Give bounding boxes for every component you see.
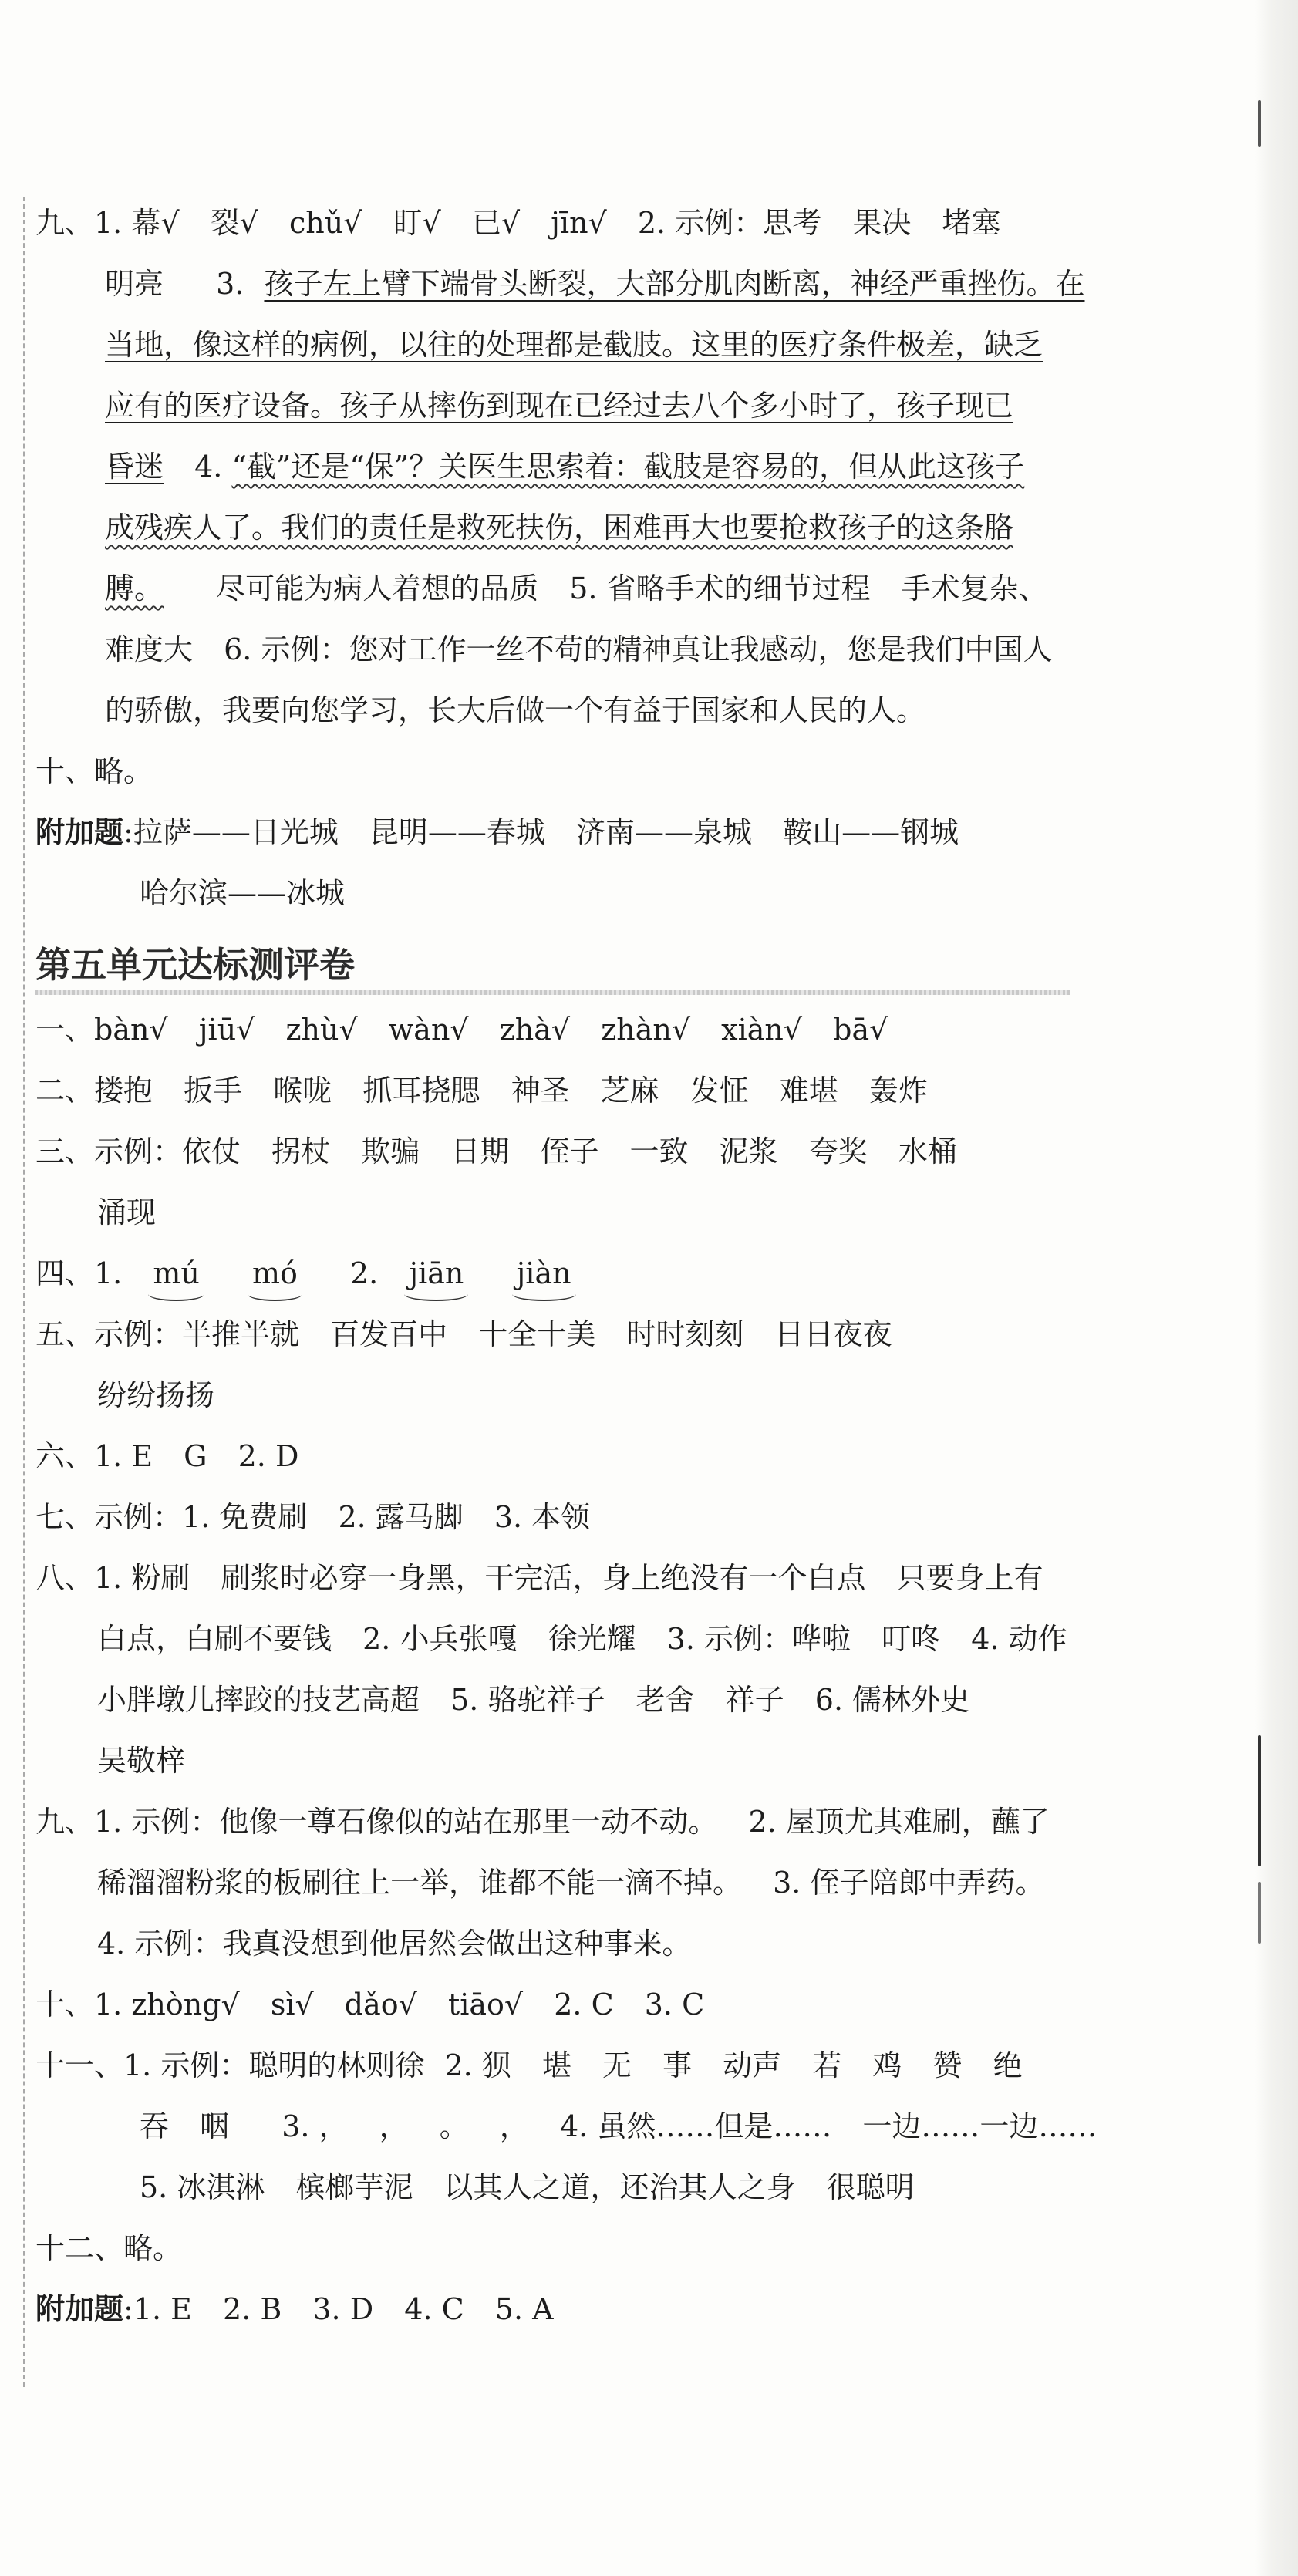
answer-item: 明亮 bbox=[105, 267, 164, 301]
answer-item: 十一、1. 示例：聪明的林则徐 bbox=[35, 2048, 425, 2082]
answer-item: sì√ bbox=[270, 1988, 314, 2021]
answer-item: 5. 骆驼祥子 bbox=[450, 1683, 605, 1717]
answer-line bbox=[35, 1609, 1239, 1670]
answer-item: 5. A bbox=[494, 2292, 554, 2326]
answer-item: 3. 本领 bbox=[494, 1500, 591, 1534]
answer-item: 2. bbox=[349, 1256, 379, 1290]
answer-item: 一致 bbox=[629, 1135, 689, 1168]
wavy-underlined-answer: 膊。 bbox=[105, 572, 164, 605]
scan-mark bbox=[1258, 1735, 1261, 1866]
wavy-underlined-answer: 成残疾人了。我们的责任是救死扶伤，困难再大也要抢救孩子的这条胳 bbox=[105, 511, 1014, 545]
answer-item: 十全十美 bbox=[478, 1317, 596, 1351]
section-title bbox=[35, 930, 1070, 1000]
answer-item: 济南——泉城 bbox=[576, 815, 753, 849]
answer-item: 扳手 bbox=[184, 1074, 243, 1108]
answer-item: 八、1. 粉刷 bbox=[35, 1561, 190, 1595]
answer-item: 欺骗 bbox=[361, 1135, 420, 1168]
answer-item: 侄子 bbox=[540, 1135, 599, 1168]
answer-item: dǎo√ bbox=[344, 1988, 417, 2021]
answer-item: chǔ√ bbox=[288, 206, 362, 240]
answer-item: 九、1. 幕√ bbox=[35, 206, 180, 240]
answer-item: 动声 bbox=[723, 2048, 782, 2082]
answer-item: 裂√ bbox=[210, 206, 258, 240]
answer-line bbox=[35, 2218, 1239, 2279]
answer-item: :1. E bbox=[123, 2292, 192, 2326]
answer-item: 喉咙 bbox=[273, 1074, 332, 1108]
answer-item: 2. B bbox=[223, 2292, 282, 2326]
answer-item: 四、1. bbox=[35, 1256, 123, 1290]
answer-line bbox=[35, 1060, 1239, 1121]
answer-item: 6. 儒林外史 bbox=[814, 1683, 970, 1717]
answer-item: 难堪 bbox=[779, 1074, 838, 1108]
answer-item: 2. C bbox=[554, 1988, 614, 2021]
answer-item: 叮咚 bbox=[882, 1622, 941, 1656]
answer-item: 3. C bbox=[644, 1988, 705, 2021]
answer-item: 事 bbox=[662, 2048, 693, 2082]
answer-item: 刷浆时必穿一身黑，干完活，身上绝没有一个白点 bbox=[221, 1561, 866, 1595]
answer-item: G bbox=[184, 1439, 207, 1473]
extra-question-line bbox=[35, 863, 1239, 924]
answer-item: 六、1. E bbox=[35, 1439, 153, 1473]
answer-item: 时时刻刻 bbox=[626, 1317, 744, 1351]
answer-line bbox=[35, 1792, 1239, 1853]
answer-item: 鸡 bbox=[872, 2048, 902, 2082]
pinyin-answer: jiān bbox=[409, 1243, 464, 1304]
answer-item: 水桶 bbox=[898, 1135, 957, 1168]
answer-key-page bbox=[35, 193, 1239, 2340]
answer-item: jiū√ bbox=[198, 1013, 255, 1047]
answer-item: 昆明——春城 bbox=[369, 815, 545, 849]
answer-item: 无 bbox=[602, 2048, 632, 2082]
underlined-answer: 孩子左上臂下端骨头断裂，大部分肌肉断离，神经严重挫伤。在 bbox=[264, 267, 1085, 301]
underlined-answer: 当地，像这样的病例，以往的处理都是截肢。这里的医疗条件极差，缺乏 bbox=[105, 328, 1043, 362]
answer-item: 轰炸 bbox=[868, 1074, 928, 1108]
answer-item: 哈尔滨——冰城 bbox=[140, 876, 346, 910]
answer-line bbox=[35, 1731, 1239, 1792]
scan-edge-shadow bbox=[1255, 0, 1298, 2576]
answer-item: 4. 虽然……但是…… bbox=[559, 2109, 832, 2143]
answer-item: 2. 屋顶尤其难刷，蘸了 bbox=[748, 1805, 1050, 1839]
answer-item: 白点，白刷不要钱 bbox=[97, 1622, 332, 1656]
extra-question-line bbox=[35, 2279, 1239, 2340]
section-title-text: 第五单元达标测评卷 bbox=[35, 944, 355, 986]
extra-question-label: 附加题 bbox=[35, 815, 124, 849]
answer-item: 若 bbox=[812, 2048, 842, 2082]
answer-item: 拐杖 bbox=[271, 1135, 331, 1168]
answer-item: 九、1. 示例：他像一尊石像似的站在那里一动不动。 bbox=[35, 1805, 718, 1839]
binding-margin-line bbox=[23, 197, 25, 2387]
answer-item: 日日夜夜 bbox=[774, 1317, 892, 1351]
answer-item: 2. 露马脚 bbox=[338, 1500, 464, 1534]
pinyin-answer: mó bbox=[252, 1243, 298, 1304]
pinyin-answer: jiàn bbox=[517, 1243, 571, 1304]
answer-item: xiàn√ bbox=[721, 1013, 803, 1047]
answer-item: 纷纷扬扬 bbox=[97, 1378, 215, 1412]
answer-item: 稀溜溜粉浆的板刷往上一举，谁都不能一滴不掉。 bbox=[97, 1866, 743, 1900]
answer-line bbox=[35, 1913, 1239, 1974]
answer-item: 3. 侄子陪郎中弄药。 bbox=[773, 1866, 1045, 1900]
answer-item: 涌现 bbox=[97, 1195, 157, 1229]
answer-item: 4. 示例：我真没想到他居然会做出这种事来。 bbox=[97, 1927, 692, 1961]
answer-line bbox=[35, 1304, 1239, 1365]
answer-item: 堵塞 bbox=[942, 206, 1001, 240]
answer-item: 尽可能为病人着想的品质 bbox=[216, 572, 539, 605]
answer-item: 老舍 bbox=[636, 1683, 695, 1717]
answer-item: 难度大 bbox=[105, 632, 194, 666]
answer-item: bā√ bbox=[833, 1013, 888, 1047]
answer-item: 芝麻 bbox=[600, 1074, 659, 1108]
wavy-underlined-answer: “截”还是“保”？关医生思索着：截肢是容易的，但从此这孩子 bbox=[231, 450, 1025, 484]
answer-item: 5. 省略手术的细节过程 bbox=[569, 572, 871, 605]
answer-line bbox=[35, 1853, 1239, 1913]
answer-item: 槟榔芋泥 bbox=[295, 2170, 413, 2204]
answer-line bbox=[35, 1974, 1239, 2035]
answer-item: ， bbox=[499, 2109, 529, 2143]
answer-item: 一边……一边…… bbox=[862, 2109, 1097, 2143]
answer-line bbox=[35, 619, 1239, 680]
answer-line bbox=[35, 741, 1239, 802]
answer-item: 七、示例：1. 免费刷 bbox=[35, 1500, 308, 1534]
answer-item: 绝 bbox=[993, 2048, 1023, 2082]
answer-item: 祥子 bbox=[725, 1683, 784, 1717]
answer-item: 发怔 bbox=[689, 1074, 749, 1108]
answer-item: 2. D bbox=[238, 1439, 299, 1473]
answer-item: 赞 bbox=[932, 2048, 963, 2082]
answer-item: 3. 示例：哗啦 bbox=[666, 1622, 851, 1656]
answer-line bbox=[35, 1182, 1239, 1243]
answer-line bbox=[35, 1365, 1239, 1426]
answer-line bbox=[35, 193, 1239, 254]
extra-question-label: 附加题 bbox=[35, 2292, 124, 2326]
answer-item: zhàn√ bbox=[601, 1013, 691, 1047]
underlined-answer: 应有的医疗设备。孩子从摔伤到现在已经过去八个多小时了，孩子现已 bbox=[105, 389, 1014, 423]
answer-item: 十二、略。 bbox=[35, 2231, 183, 2265]
answer-item: 。 bbox=[439, 2109, 469, 2143]
answer-line bbox=[35, 1487, 1239, 1548]
answer-item: 泥浆 bbox=[719, 1135, 778, 1168]
answer-item: 已√ bbox=[471, 206, 521, 240]
answer-line bbox=[35, 1548, 1239, 1609]
underlined-answer: 昏迷 bbox=[105, 450, 164, 484]
answer-item: 只要身上有 bbox=[896, 1561, 1043, 1595]
answer-item: 三、示例：依仗 bbox=[35, 1135, 241, 1168]
answer-item: 咽 bbox=[200, 2109, 230, 2143]
answer-line bbox=[35, 254, 1239, 315]
answer-item: ， bbox=[379, 2109, 409, 2143]
answer-item: 5. 冰淇淋 bbox=[140, 2170, 265, 2204]
answer-line bbox=[35, 2157, 1239, 2218]
answer-item: 6. 示例：您对工作一丝不苟的精神真让我感动，您是我们中国人 bbox=[224, 632, 1053, 666]
answer-line bbox=[35, 315, 1239, 376]
answer-line bbox=[35, 2096, 1239, 2157]
answer-item: 百发百中 bbox=[330, 1317, 448, 1351]
scan-mark bbox=[1258, 100, 1261, 147]
pinyin-answer: mú bbox=[153, 1243, 200, 1304]
answer-item: 很聪明 bbox=[826, 2170, 915, 2204]
answer-line bbox=[35, 1243, 1239, 1304]
answer-item: 小胖墩儿摔跤的技艺高超 bbox=[97, 1683, 420, 1717]
answer-line bbox=[35, 376, 1239, 437]
answer-item: zhù√ bbox=[285, 1013, 358, 1047]
answer-item: 3. ， bbox=[282, 2109, 349, 2143]
answer-item: 以其人之道，还治其人之身 bbox=[443, 2170, 796, 2204]
answer-item: 2. 狈 bbox=[444, 2048, 511, 2082]
answer-item: 3. D bbox=[312, 2292, 374, 2326]
answer-item: 2. 示例：思考 bbox=[637, 206, 822, 240]
answer-item: 4. C bbox=[404, 2292, 464, 2326]
answer-line bbox=[35, 1426, 1239, 1487]
answer-item: 盯√ bbox=[393, 206, 441, 240]
answer-item: 2. 小兵张嘎 bbox=[362, 1622, 518, 1656]
answer-line bbox=[35, 680, 1239, 741]
scan-mark bbox=[1258, 1882, 1261, 1944]
answer-item: 十、略。 bbox=[35, 754, 153, 788]
answer-item: 4. bbox=[194, 450, 223, 484]
answer-item: 抓耳挠腮 bbox=[362, 1074, 480, 1108]
answer-item: 一、bàn√ bbox=[35, 1013, 168, 1047]
answer-item: 鞍山——钢城 bbox=[783, 815, 959, 849]
answer-item: 果决 bbox=[852, 206, 912, 240]
answer-item: 徐光耀 bbox=[548, 1622, 636, 1656]
extra-question-line bbox=[35, 802, 1239, 863]
answer-item: 五、示例：半推半就 bbox=[35, 1317, 300, 1351]
answer-item: 二、搂抱 bbox=[35, 1074, 153, 1108]
answer-item: 的骄傲，我要向您学习，长大后做一个有益于国家和人民的人。 bbox=[105, 693, 926, 727]
answer-item: 4. 动作 bbox=[971, 1622, 1067, 1656]
answer-item: 堪 bbox=[541, 2048, 571, 2082]
answer-item: 吴敬梓 bbox=[97, 1744, 186, 1778]
answer-item: 神圣 bbox=[511, 1074, 570, 1108]
answer-item: :拉萨——日光城 bbox=[123, 815, 339, 849]
answer-line bbox=[35, 497, 1239, 558]
answer-item: jīn√ bbox=[551, 206, 607, 240]
answer-item: 手术复杂、 bbox=[901, 572, 1048, 605]
answer-line bbox=[35, 1000, 1239, 1060]
answer-item: 吞 bbox=[140, 2109, 170, 2143]
answer-line bbox=[35, 2035, 1239, 2096]
answer-item: 夸奖 bbox=[808, 1135, 868, 1168]
answer-item: 日期 bbox=[450, 1135, 510, 1168]
answer-item: zhà√ bbox=[499, 1013, 571, 1047]
answer-line bbox=[35, 1670, 1239, 1731]
answer-line bbox=[35, 1121, 1239, 1182]
answer-line bbox=[35, 437, 1239, 497]
answer-item: 3. bbox=[216, 267, 244, 301]
answer-item: tiāo√ bbox=[447, 1988, 524, 2021]
answer-line bbox=[35, 558, 1239, 619]
answer-item: 十、1. zhòng√ bbox=[35, 1988, 240, 2021]
answer-item: wàn√ bbox=[388, 1013, 469, 1047]
